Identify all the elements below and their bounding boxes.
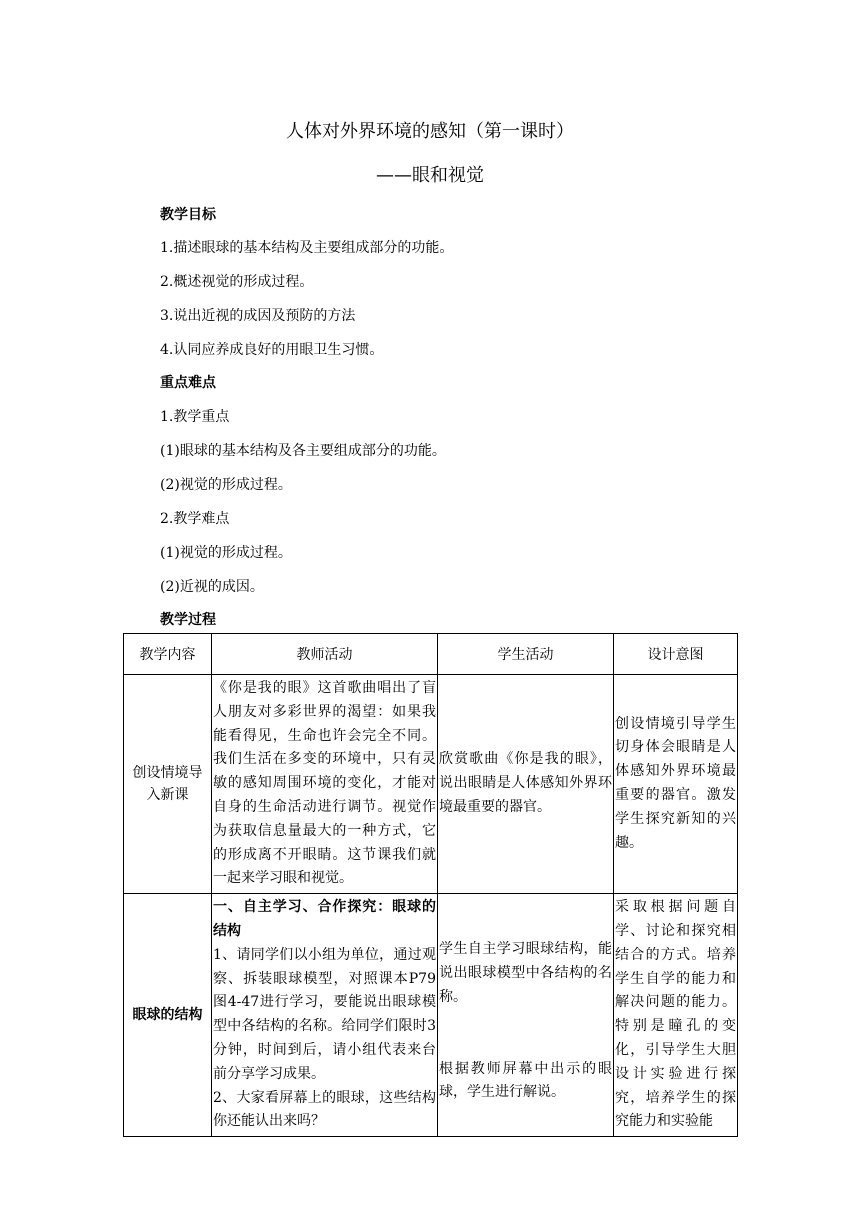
table-row bbox=[124, 675, 738, 894]
intent-text: 采取根据问题自学、讨论和探究相结合的方式。培养学生自学的能力和解决问题的能力。特别是瞳孔的变化，引导学生大胆设计实验进行探究，培养学生的探究能力和实验能 bbox=[615, 899, 736, 1130]
content-text: 眼球的结构 bbox=[132, 1007, 203, 1024]
process-table bbox=[123, 633, 738, 1137]
table-header-row bbox=[124, 634, 738, 675]
teacher-paragraph: 1、请同学们以小组为单位，通过观察、拆装眼球模型，对照课本P79图4-47进行学习，要能说出眼球模型中各结构的名称。给同学们限时3分钟，时间到后，请小组代表来台前分享学习成果。 bbox=[213, 946, 436, 1082]
intent-cell bbox=[614, 894, 738, 1137]
goal-item: 1.描述眼球的基本结构及主要组成部分的功能。 bbox=[160, 240, 454, 256]
key-point-line: (2)近视的成因。 bbox=[160, 579, 264, 595]
student-text: 欣赏歌曲《你是我的眼》，说出眼睛是人体感知外界环境最重要的器官。 bbox=[439, 751, 612, 815]
content-text: 创设情境导入新课 bbox=[132, 765, 203, 804]
goal-item: 2.概述视觉的形成过程。 bbox=[160, 274, 314, 290]
student-paragraph: 根据教师屏幕中出示的眼球，学生进行解说。 bbox=[439, 1060, 612, 1101]
section-heading-process: 教学过程 bbox=[160, 612, 216, 628]
key-point-line: 2.教学难点 bbox=[160, 511, 230, 527]
teacher-paragraph: 2、大家看屏幕上的眼球，这些结构你还能认出来吗？ bbox=[213, 1089, 436, 1130]
content-cell bbox=[124, 675, 212, 894]
key-point-line: (2)视觉的形成过程。 bbox=[160, 477, 292, 493]
teacher-cell bbox=[212, 894, 438, 1137]
column-header: 设计意图 bbox=[614, 634, 738, 675]
key-point-line: (1)视觉的形成过程。 bbox=[160, 545, 292, 561]
goal-item: 3.说出近视的成因及预防的方法 bbox=[160, 308, 356, 324]
column-header: 教师活动 bbox=[212, 634, 438, 675]
intent-text: 创设情境引导学生切身体会眼睛是人体感知外界环境最重要的器官。激发学生探究新知的兴趣。 bbox=[615, 715, 736, 851]
column-header: 学生活动 bbox=[438, 634, 614, 675]
goal-item: 4.认同应养成良好的用眼卫生习惯。 bbox=[160, 342, 384, 358]
section-heading-key-points: 重点难点 bbox=[160, 375, 216, 391]
column-header: 教学内容 bbox=[124, 634, 212, 675]
content-cell bbox=[124, 894, 212, 1137]
document-subtitle: ——眼和视觉 bbox=[376, 165, 484, 186]
student-cell bbox=[438, 894, 614, 1137]
key-point-line: 1.教学重点 bbox=[160, 409, 230, 425]
teacher-cell bbox=[212, 675, 438, 894]
table-row bbox=[124, 894, 738, 1137]
teacher-text: 《你是我的眼》这首歌曲唱出了盲人朋友对多彩世界的渴望：如果我能看得见，生命也许会完全不同。我们生活在多变的环境中，只有灵敏的感知周围环境的变化，才能对自身的生命活动进行调节。视觉作为获取信息量最大的一种方式，它的形成离不开眼睛。这节课我们就一起来学习眼和视觉。 bbox=[213, 680, 436, 887]
section-heading-goals: 教学目标 bbox=[160, 207, 216, 223]
intent-cell bbox=[614, 675, 738, 894]
student-paragraph: 学生自主学习眼球结构，能说出眼球模型中各结构的名称。 bbox=[439, 941, 612, 1005]
document-title: 人体对外界环境的感知（第一课时） bbox=[286, 121, 574, 142]
key-point-line: (1)眼球的基本结构及各主要组成部分的功能。 bbox=[160, 443, 446, 459]
teacher-subheading: 一、自主学习、合作探究：眼球的结构 bbox=[213, 899, 436, 939]
student-cell bbox=[438, 675, 614, 894]
